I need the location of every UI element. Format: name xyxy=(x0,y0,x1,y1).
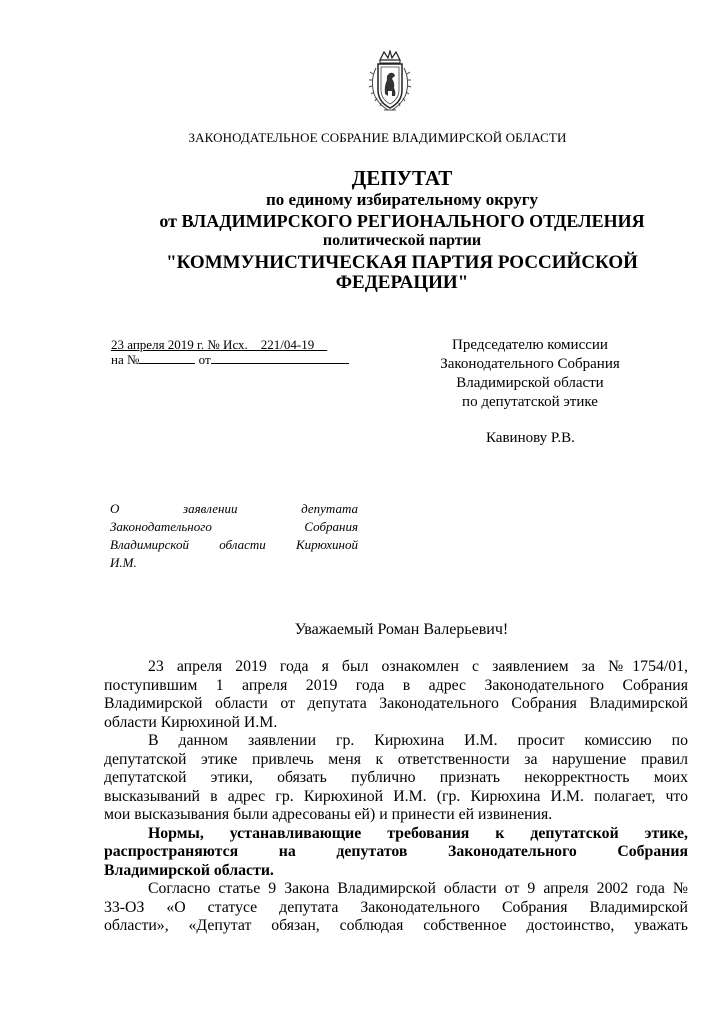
title-line-2: по единому избирательному округу xyxy=(266,190,538,209)
recipient-name: Кавинову Р.В. xyxy=(486,430,575,446)
organization-name: ЗАКОНОДАТЕЛЬНОЕ СОБРАНИЕ ВЛАДИМИРСКОЙ ОБЛАСТИ xyxy=(188,130,567,145)
subject-line: Законодательного Собрания xyxy=(110,519,358,534)
addressee-block xyxy=(420,336,640,412)
title-line-1: ДЕПУТАТ xyxy=(351,166,453,190)
addressee-line: Законодательного Собрания xyxy=(440,356,620,372)
greeting xyxy=(0,621,723,639)
subject-line: О заявлении депутата xyxy=(110,501,358,516)
addressee-line: по депутатской этике xyxy=(462,394,598,410)
body-line: области Кирюхиной И.М. xyxy=(104,713,278,731)
paragraph-3 xyxy=(104,825,688,881)
outgoing-reference: 23 апреля 2019 г. № Исх. 221/04-19 xyxy=(111,337,328,352)
title-line-3: от ВЛАДИМИРСКОГО РЕГИОНАЛЬНОГО ОТДЕЛЕНИЯ xyxy=(159,211,645,231)
body-line: В данном заявлении гр. Кирюхина И.М. просит комиссию по xyxy=(148,732,688,749)
body-line: распространяются на депутатов Законодательного Собрания xyxy=(104,843,688,860)
incoming-date-label: от xyxy=(198,352,211,367)
body-line: Владимирской области от депутата Законодательного Собрания Владимирской xyxy=(104,695,688,712)
subject-line: И.М. xyxy=(110,555,137,570)
coat-of-arms-emblem xyxy=(366,50,414,114)
subject-block xyxy=(110,500,358,572)
addressee-line: Председателю комиссии xyxy=(452,337,608,353)
body-line: Согласно статье 9 Закона Владимирской области от 9 апреля 2002 года № xyxy=(148,880,688,897)
body-line: 33-ОЗ «О статусе депутата Законодательного Собрания Владимирской xyxy=(104,898,688,916)
body-line: депутатской этики, обязать публично признать некорректность моих xyxy=(104,769,688,786)
incoming-number-label: на № xyxy=(111,352,140,367)
body-line: высказываний в адрес гр. Кирюхиной И.М. (гр. Кирюхина И.М. полагает, что xyxy=(104,787,688,805)
body-line: Владимирской области. xyxy=(104,861,274,879)
subject-line: Владимирской области Кирюхиной xyxy=(110,537,358,552)
incoming-reference xyxy=(111,352,349,367)
letter-body xyxy=(104,658,688,936)
body-line: мои высказывания были адресованы ей) и принести ей извинения. xyxy=(104,806,553,823)
incoming-number-blank xyxy=(139,352,195,364)
paragraph-4 xyxy=(104,880,688,936)
body-line: депутатской этике привлечь меня к ответственности за нарушение правил xyxy=(104,750,688,768)
title-line-6: ФЕДЕРАЦИИ" xyxy=(335,272,469,293)
incoming-date-blank xyxy=(211,352,349,364)
greeting-text: Уважаемый Роман Валерьевич! xyxy=(294,621,509,638)
title-line-4: политической партии xyxy=(322,232,482,249)
body-line: области», «Депутат обязан, соблюдая собственное достоинство, уважать xyxy=(104,917,688,934)
paragraph-2 xyxy=(104,732,688,825)
paragraph-1 xyxy=(104,658,688,732)
addressee-line: Владимирской области xyxy=(456,375,604,391)
title-line-5: "КОММУНИСТИЧЕСКАЯ ПАРТИЯ РОССИЙСКОЙ xyxy=(166,252,638,273)
body-line: 23 апреля 2019 года я был ознакомлен с заявлением за №1754/01, xyxy=(148,658,688,675)
body-line: поступившим 1 апреля 2019 года в адрес Законодательного Собрания xyxy=(104,676,688,694)
body-line: Нормы, устанавливающие требования к депутатской этике, xyxy=(148,824,688,842)
